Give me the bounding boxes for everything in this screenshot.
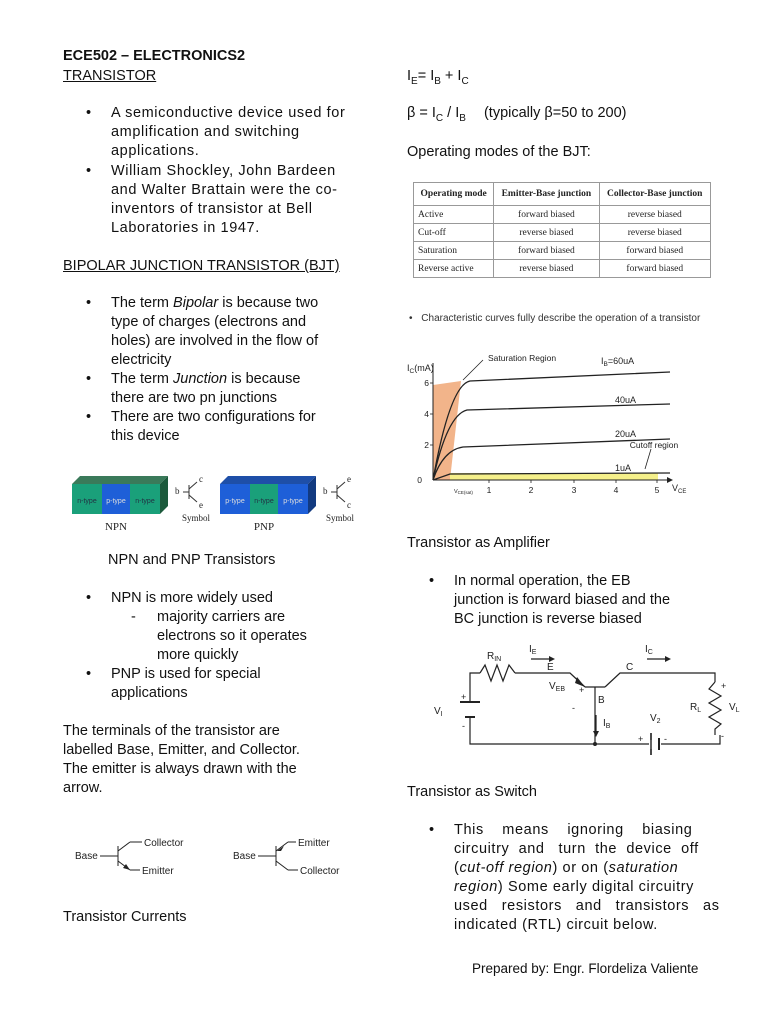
resistor-rin [480,665,515,681]
v1-plus: + [461,692,467,702]
table-row [414,206,711,224]
list-item [111,589,273,608]
paragraph-line: The emitter is always drawn with the [63,761,297,777]
resistor-rl [709,682,721,735]
pnp-layer-1: p-type [225,498,245,505]
table-cell: reverse biased [494,260,599,278]
text-run: = I [417,68,435,84]
list-item-line: more quickly [157,647,239,663]
table-row [414,224,711,242]
list-item [111,104,345,161]
list-item-line: • William Shockley, John Bardeen [111,163,336,179]
course-title: ECE502 – ELECTRONICS2 [63,48,246,64]
ib-label-40ua: 40uA [615,395,637,405]
npn-emitter-arrow-icon [123,864,130,870]
npn-terminal-b: b [175,486,180,496]
list-item [454,572,670,629]
list-item-line: • PNP is used for special [111,666,261,682]
list-item [454,821,720,935]
list-item-line: - majority carriers are [157,609,286,625]
list-item-line: junction is forward biased and the [454,592,671,608]
wire-collector [605,673,715,687]
collector-label: C [626,662,634,673]
curves-note [409,313,700,324]
y-tick-label: 6 [424,378,429,388]
v2-label: $V_2$ [650,713,661,725]
list-item-line: electrons so it operates [157,628,307,644]
pnp-schematic-symbol [258,842,298,870]
subscript: E [411,75,418,87]
list-item-line: this device [111,428,180,444]
equation-ie [407,67,469,91]
v2-minus: - [664,734,667,744]
list-item [111,294,318,370]
v1-minus: - [462,721,465,731]
v1-label: $V_I$ [434,706,443,718]
section-heading-bjt: BIPOLAR JUNCTION TRANSISTOR (BJT) [63,258,340,274]
ic-arrow-head-icon [665,656,671,662]
pnp-terminal-c: c [347,500,351,510]
npn-terminal-e: e [199,500,203,510]
x-tick-label: 2 [528,485,534,495]
npn-terminal-c: c [199,474,203,484]
y-tick-label: 2 [424,440,429,450]
list-item-line: inventors of transistor at Bell [111,201,313,217]
list-item-line: • In normal operation, the EB [454,573,631,589]
list-item-line: Laboratories in 1947. [111,220,260,236]
text-run: / I [443,105,460,121]
rin-label: $R_{IN}$ [487,651,502,663]
table-cell: forward biased [494,242,599,260]
list-item-line: BC junction is reverse biased [454,611,642,627]
wire [470,673,480,702]
table-header-cell: Operating mode [414,183,494,206]
veb-label: $V_{EB}$ [549,681,566,693]
npn-layer-2: p-type [106,498,126,505]
npn-symbol [183,482,197,502]
npn-pnp-figure [70,472,360,534]
subscript: C [461,75,469,87]
text-run: ) Some early digital circuitry [497,879,694,895]
rl-minus: - [721,731,724,741]
footer-author: Prepared by: Engr. Flordeliza Valiente [472,961,699,976]
figure-caption-npn-pnp: NPN and PNP Transistors [108,552,276,568]
vce-sat-label: VCE(sat) [454,489,473,495]
text-run: The term [111,295,174,311]
section-heading-amplifier: Transistor as Amplifier [407,535,550,551]
y-tick-labels [417,378,429,485]
list-item-line: • A semiconductive device used for [111,105,346,121]
npn-label: NPN [104,521,128,533]
junction-dot [593,742,597,746]
pnp-block [220,476,316,514]
saturation-region-label: Saturation Region [488,353,557,363]
table-cell: Cut-off [414,224,494,242]
list-item [111,665,261,703]
x-tick-label: 1 [486,485,492,495]
text-run: + I [440,68,462,84]
table-row [414,242,711,260]
npn-schematic-symbol [100,842,142,870]
emphasis: Bipolar [173,295,219,311]
list-item-line: holes) are involved in the flow of [111,333,319,349]
curve-ib-60ua [433,372,670,480]
saturation-region-fill [433,381,461,480]
list-item-line: type of charges (electrons and [111,314,307,330]
pnp-layer-3: p-type [283,498,303,505]
pnp-symbol [331,482,345,502]
text-run: is because two [218,295,319,311]
list-item-line: circuitry and turn the device off [454,841,699,857]
text-run: ) or on ( [552,860,609,876]
emitter-label: E [547,662,554,673]
list-item-line: • There are two configurations for [111,409,316,425]
saturation-pointer [463,360,483,380]
ib-label-20ua: 20uA [615,429,637,439]
x-tick-label: 3 [571,485,577,495]
x-tick-labels [487,485,660,495]
ib-label-60ua: $I_B=60uA$ [601,356,635,368]
table-row [414,260,711,278]
transistor-symbols-figure [70,832,350,882]
ib-label-1ua: 1uA [615,463,632,473]
y-tick-label: 4 [424,409,429,419]
list-item-line: there are two pn junctions [111,390,278,406]
npn-block [72,476,168,514]
npn-layer-3: n-type [135,498,155,505]
rl-label: $R_L$ [690,702,702,714]
npn-layer-1: n-type [77,498,97,505]
table-header-cell: Emitter-Base junction [494,183,599,206]
section-heading-currents: Transistor Currents [63,909,187,925]
pnp-symbol-collector-label: Collector [300,866,340,877]
ib-arrow-head-icon [593,731,599,737]
list-item-line: • NPN is more widely used [111,590,273,606]
npn-symbol-base-label: Base [75,851,98,862]
bullet-glyph: • [409,313,413,324]
text-run: is because [227,371,301,387]
text-run: I [407,68,412,84]
text-run: ( [454,860,460,876]
cutoff-region-label: Cutoff region [629,440,679,450]
x-axis-label: $V_{CE}$ [672,483,687,495]
rl-plus: + [721,681,727,691]
vl-label: $V_L$ [729,702,740,714]
emphasis: region [454,879,498,895]
npn-symbol-collector-label: Collector [144,838,184,849]
paragraph-line: labelled Base, Emitter, and Collector. [63,742,300,758]
list-item-line: electricity [111,352,172,368]
pnp-symbol-emitter-label: Emitter [298,838,330,849]
equation-beta [407,104,627,128]
y-tick-label: 0 [417,475,422,485]
v2-plus: + [638,734,644,744]
pnp-symbol-label: Symbol [326,513,355,523]
list-item [111,162,338,238]
table-cell: Saturation [414,242,494,260]
list-item-line: applications. [111,143,200,159]
emphasis: saturation [608,860,679,876]
cutoff-pointer [645,449,651,469]
emphasis: cut-off region [459,860,553,876]
x-tick-label: 5 [654,485,660,495]
curves-note-text: Characteristic curves fully describe the operation of a transistor [421,313,701,324]
table-cell: forward biased [599,242,710,260]
sub-list-item [157,608,307,665]
list-item-line: • This means ignoring biasing [454,822,693,838]
table-cell: Reverse active [414,260,494,278]
ic-label: $I_C$ [645,644,653,656]
table-cell: reverse biased [599,224,710,242]
subscript: C [435,112,444,124]
table-header-cell: Collector-Base junction [599,183,710,206]
list-item [111,408,316,446]
table-header-row [414,183,711,206]
y-axis-label: $I_C(mA)$ [407,363,434,375]
list-item-line: applications [111,685,188,701]
veb-minus: - [572,703,575,713]
emphasis: Junction [173,371,228,387]
operating-modes-table [413,182,711,278]
list-item-line: used resistors and transistors as [454,898,720,914]
base-label: B [598,695,605,706]
table-cell: reverse biased [494,224,599,242]
table-cell: reverse biased [599,206,710,224]
beta-note: (typically β=50 to 200) [483,105,627,121]
pnp-terminal-e: e [347,474,351,484]
list-item-line: indicated (RTL) circuit below. [454,917,658,933]
characteristic-curves-chart [405,345,705,505]
section-heading-switch: Transistor as Switch [407,784,537,800]
npn-symbol-label: Symbol [182,513,211,523]
section-heading-transistor: TRANSISTOR [63,68,157,84]
paragraph-line: The terminals of the transistor are [63,723,280,739]
npn-symbol-emitter-label: Emitter [142,866,174,877]
table-cell: forward biased [599,260,710,278]
pnp-layer-2: n-type [254,498,274,505]
terminals-paragraph [63,722,300,798]
pnp-label: PNP [253,521,275,533]
paragraph-line: arrow. [63,780,103,796]
ib-label: $I_B$ [603,718,611,730]
pnp-terminal-b: b [323,486,328,496]
ie-label: $I_E$ [529,644,537,656]
list-item [111,370,300,408]
x-tick-label: 4 [613,485,619,495]
pnp-symbol-base-label: Base [233,851,256,862]
text-run: The term [111,371,174,387]
pnp-emitter-arrow-icon [277,846,284,851]
subscript: B [434,75,441,87]
list-item-line: and Walter Brattain were the co- [111,182,338,198]
table-cell: Active [414,206,494,224]
text-run: β = I [407,105,436,121]
table-cell: forward biased [494,206,599,224]
list-item-line: amplification and switching [111,124,300,140]
veb-plus: + [579,685,585,695]
subscript: B [459,112,466,124]
modes-heading: Operating modes of the BJT: [407,144,591,160]
amplifier-circuit-diagram [425,637,755,765]
